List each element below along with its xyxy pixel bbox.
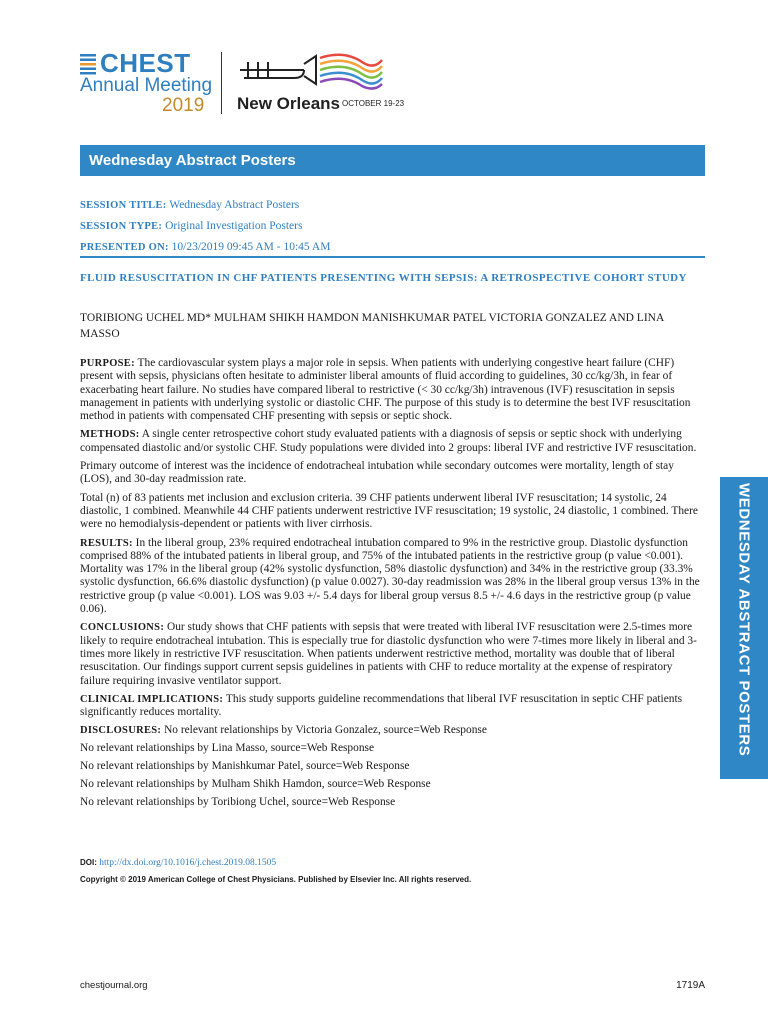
logo-city: New Orleans (237, 94, 340, 113)
methods-paragraph (80, 428, 700, 455)
abstract-body (80, 357, 700, 814)
conclusions-label: CONCLUSIONS: (80, 622, 165, 634)
clinical-implications-label: CLINICAL IMPLICATIONS: (80, 693, 224, 705)
footer-page-number: 1719A (676, 980, 705, 991)
side-tab-label: WEDNESDAY ABSTRACT POSTERS (735, 483, 753, 757)
purpose-paragraph (80, 357, 700, 423)
conference-logo (80, 48, 420, 120)
methods-label: METHODS: (80, 429, 140, 441)
session-title-label: SESSION TITLE: (80, 200, 167, 211)
results-label: RESULTS: (80, 537, 133, 549)
footer-site[interactable]: chestjournal.org (80, 980, 148, 991)
disclosure-line (80, 724, 700, 737)
divider-rule (80, 256, 705, 258)
session-type-value: Original Investigation Posters (165, 220, 303, 232)
chest-lines-icon (80, 53, 98, 75)
disclosures-label: DISCLOSURES: (80, 725, 162, 737)
session-type-row (80, 216, 705, 237)
results-paragraph (80, 537, 700, 617)
session-info (80, 195, 705, 258)
logo-wordmark: CHEST (100, 48, 191, 78)
clinical-implications-paragraph (80, 693, 700, 720)
conclusions-paragraph (80, 621, 700, 687)
doi-line (80, 858, 276, 868)
logo-annual-meeting: Annual Meeting (80, 75, 213, 96)
article-authors: TORIBIONG UCHEL MD* MULHAM SHIKH HAMDON MANISHKUMAR PATEL VICTORIA GONZALEZ AND LINA MASSO (80, 312, 664, 340)
clinical-implications-text: This study supports guideline recommendations that liberal IVF resuscitation in septic CHF patients significantly reduces mortality. (80, 692, 683, 719)
session-title-value: Wednesday Abstract Posters (169, 199, 300, 211)
disclosure-line: No relevant relationships by Lina Masso, source=Web Response (80, 742, 375, 755)
trumpet-icon (234, 48, 384, 92)
disclosure-line: No relevant relationships by Mulham Shikh Hamdon, source=Web Response (80, 778, 431, 791)
session-type-label: SESSION TYPE: (80, 221, 163, 232)
logo-dates: OCTOBER 19-23 (342, 99, 405, 108)
session-title-row (80, 195, 705, 216)
article-title: FLUID RESUSCITATION IN CHF PATIENTS PRESENTING WITH SEPSIS: A RETROSPECTIVE COHORT STUDY (80, 272, 687, 284)
doi-label: DOI: (80, 858, 97, 867)
presented-on-row (80, 237, 705, 258)
section-banner: Wednesday Abstract Posters (80, 145, 705, 176)
conclusions-text: Our study shows that CHF patients with sepsis that were treated with liberal IVF resuscitation were 2.5-times more likely to require endotracheal intubation. This is especially true for diastolic dysfunction who were 7-times more likely in liberal and 3-times more likely in restrictive IVF resuscitation. When patients underwent restrictive method, mortality was double that of liberal resuscitation. Our findings support current sepsis guidelines in patients with CHF to reduce mortality at the expense of respiratory failure requiring invasive ventilator support. (80, 621, 697, 687)
doi-link[interactable]: http://dx.doi.org/10.1016/j.chest.2019.08.1505 (99, 858, 277, 868)
methods-paragraph-3: Total (n) of 83 patients met inclusion and exclusion criteria. 39 CHF patients underwent liberal IVF resuscitation; 14 systolic, 24 diastolic, 1 combined. Meanwhile 44 CHF patients underwent restrictive IVF resuscitation; 19 systolic, 24 diastolic, 1 combined. There were no hemodialysis-dependent or patients with liver cirrhosis. (80, 491, 698, 531)
presented-on-value: 10/23/2019 09:45 AM - 10:45 AM (171, 241, 331, 253)
copyright-notice: Copyright © 2019 American College of Chest Physicians. Published by Elsevier Inc. All rights reserved. (80, 875, 472, 884)
methods-text: A single center retrospective cohort study evaluated patients with a diagnosis of sepsis or septic shock with underlying compensated diastolic and/or systolic CHF. Study populations were divided into 2 groups: liberal IVF and restrictive IVF resuscitation. (80, 428, 697, 454)
side-section-tab (720, 477, 768, 779)
disclosure-line: No relevant relationships by Manishkumar Patel, source=Web Response (80, 760, 410, 773)
methods-paragraph-2: Primary outcome of interest was the incidence of endotracheal intubation while secondary outcomes were mortality, length of stay (LOS), and 30-day readmission rate. (80, 460, 674, 486)
disclosure-text: No relevant relationships by Victoria Gonzalez, source=Web Response (161, 724, 487, 737)
purpose-text: The cardiovascular system plays a major role in sepsis. When patients with underlying congestive heart failure (CHF) present with sepsis, physicians often hesitate to administer liberal amounts of fluid according to guidelines, 30 cc/kg/3h, in fear of exacerbating heart failure. No studies have compared liberal to restrictive (< 30 cc/kg/3h) intravenous (IVF) resuscitation in sepsis management in patients with underlying systolic or diastolic CHF. The purpose of this study is to determine the best IVF resuscitation method in patients with compensated CHF presenting with sepsis or septic shock. (80, 357, 691, 423)
logo-year: 2019 (162, 95, 205, 116)
presented-on-label: PRESENTED ON: (80, 242, 169, 253)
results-text: In the liberal group, 23% required endotracheal intubation compared to 9% in the restrictive group. Diastolic dysfunction comprised 88% of the intubated patients in liberal group, and 75% of the intubated patients in the restrictive group (p value <0.001). Mortality was 17% in the liberal group (42% systolic dysfunction, 58% diastolic dysfunction) and 34% in the restrictive group (33.3% systolic dysfunction, 66.6% diastolic dysfunction) (p value 0.0027). 30-day readmission was 28% in the liberal group versus 13% in the restrictive group (p value <0.001). LOS was 9.03 +/- 5.4 days for liberal group versus 8.5 +/- 4.6 days in the restrictive group (p value 0.06). (80, 536, 700, 616)
logo-divider (221, 52, 222, 114)
purpose-label: PURPOSE: (80, 358, 135, 369)
disclosure-line: No relevant relationships by Toribiong Uchel, source=Web Response (80, 796, 396, 809)
